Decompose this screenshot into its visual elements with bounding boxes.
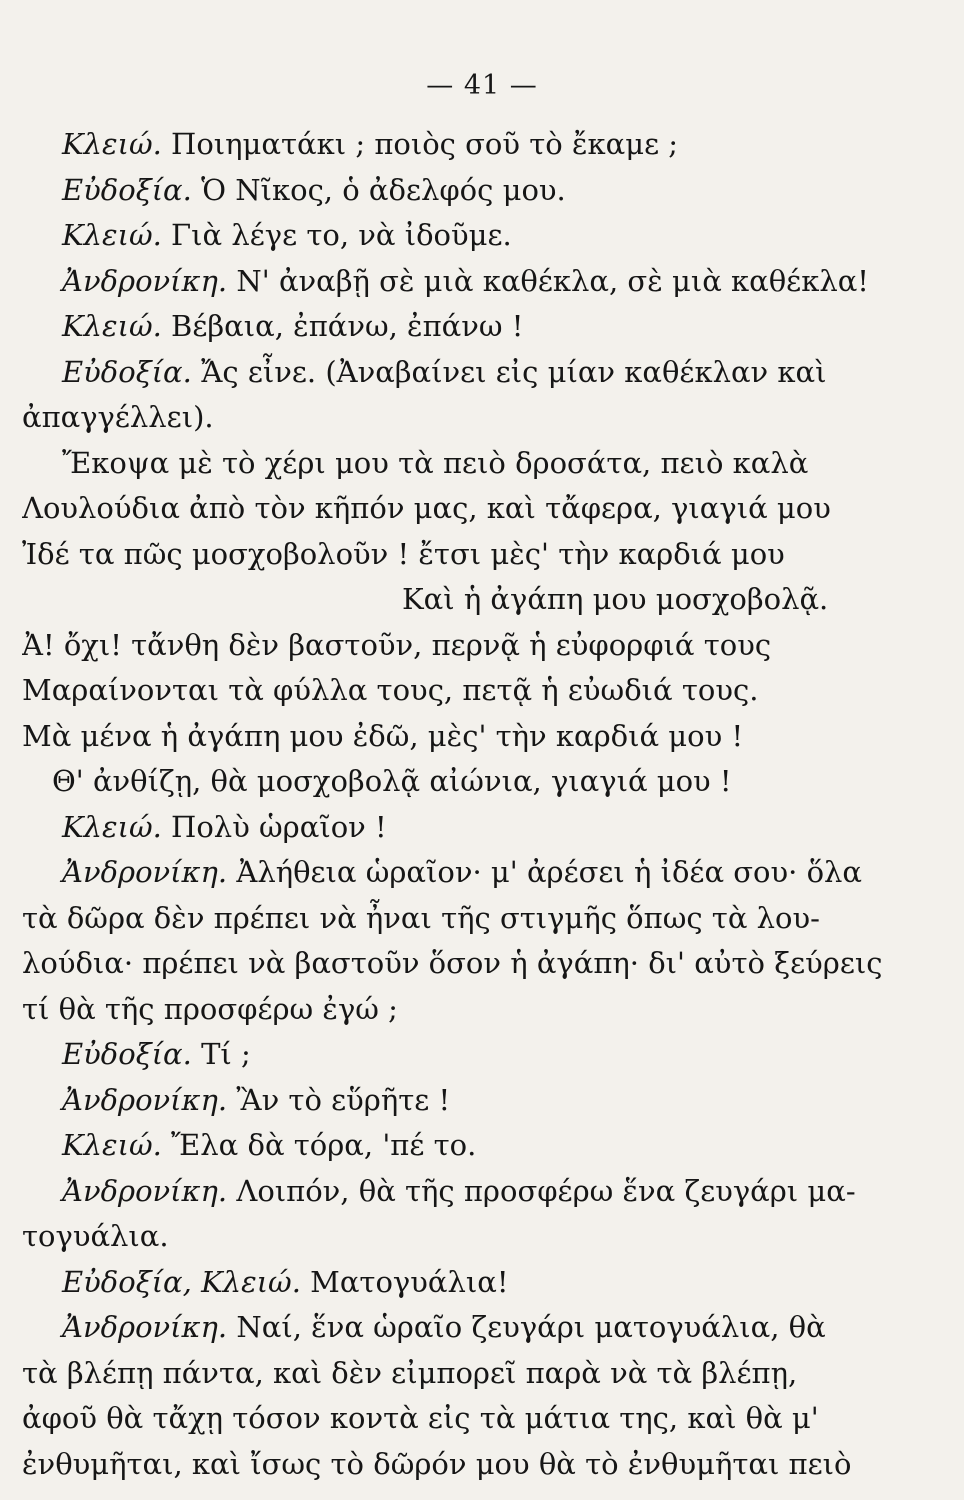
line-text: ἀφοῦ θὰ τἄχῃ τόσον κοντὰ εἰς τὰ μάτια της, καὶ θὰ μ' xyxy=(22,1401,819,1435)
text-line xyxy=(22,395,940,441)
text-line xyxy=(22,1169,940,1215)
speaker-name: Κλειώ. xyxy=(62,809,162,844)
speaker-name: Ἀνδρονίκη. xyxy=(62,1310,228,1344)
line-text: Τί ; xyxy=(191,1037,251,1071)
line-text: Μὰ μένα ἡ ἀγάπη μου ἐδῶ, μὲς' τὴν καρδιά μου ! xyxy=(22,718,744,753)
text-line xyxy=(22,213,940,259)
text-line xyxy=(22,1260,940,1306)
text-line xyxy=(22,1123,940,1169)
line-text: Ἔκοψα μὲ τὸ χέρι μου τὰ πειὸ δροσάτα, πειὸ καλὰ xyxy=(62,445,809,480)
text-line xyxy=(22,1351,940,1397)
line-text: Γιὰ λέγε το, νὰ ἰδοῦμε. xyxy=(161,218,512,252)
line-text: Θ' ἀνθίζῃ, θὰ μοσχοβολᾷ αἰώνια, γιαγιά μου ! xyxy=(52,764,732,798)
line-text: λούδια· πρέπει νὰ βαστοῦν ὅσον ἡ ἀγάπη· δι' αὐτὸ ξεύρεις xyxy=(22,946,883,980)
text-line xyxy=(22,987,940,1033)
line-text: Ἀ! ὄχι! τἄνθη δὲν βαστοῦν, περνᾷ ἡ εὐφορφιά τους xyxy=(22,627,772,662)
line-text: Ὁ Νῖκος, ὁ ἀδελφός μου. xyxy=(191,172,566,207)
line-text: Καὶ ἡ ἀγάπη μου μοσχοβολᾷ. xyxy=(402,582,829,616)
line-text: τὰ δῶρα δὲν πρέπει νὰ ἦναι τῆς στιγμῆς ὅπως τὰ λου- xyxy=(22,900,820,935)
line-text: τὰ βλέπῃ πάντα, καὶ δὲν εἰμπορεῖ παρὰ νὰ τὰ βλέπῃ, xyxy=(22,1355,798,1390)
text-line xyxy=(22,486,940,532)
text-line xyxy=(22,1396,940,1442)
line-text: Λοιπόν, θὰ τῆς προσφέρω ἕνα ζευγάρι μα- xyxy=(227,1173,856,1208)
line-text: Ναί, ἕνα ὡραῖο ζευγάρι ματογυάλια, θὰ xyxy=(227,1310,826,1344)
line-text: Πολὺ ὡραῖον ! xyxy=(161,809,387,844)
text-line xyxy=(22,714,940,760)
text-line xyxy=(22,1078,940,1124)
speaker-name: Κλειώ. xyxy=(62,1128,162,1162)
speaker-name: Εὐδοξία. xyxy=(62,1037,192,1071)
line-text: Ἂν τὸ εὕρῆτε ! xyxy=(227,1082,451,1117)
speaker-name: Ἀνδρονίκη. xyxy=(62,1082,228,1117)
speaker-name: Κλειώ. xyxy=(62,218,162,252)
line-text: τί θὰ τῆς προσφέρω ἐγώ ; xyxy=(22,991,398,1026)
text-line xyxy=(22,1214,940,1260)
text-line xyxy=(22,896,940,942)
text-line xyxy=(22,623,940,669)
line-text: Ποιηματάκι ; ποιὸς σοῦ τὸ ἔκαμε ; xyxy=(161,127,679,161)
text-line xyxy=(22,122,940,168)
text-line xyxy=(22,805,940,851)
speaker-name: Ἀνδρονίκη. xyxy=(62,1173,228,1208)
text-line xyxy=(22,168,940,214)
line-text: Ἀλήθεια ὡραῖον· μ' ἀρέσει ἡ ἰδέα σου· ὅλα xyxy=(227,855,862,889)
text-line xyxy=(22,532,940,578)
text-line xyxy=(22,1305,940,1351)
line-text: τογυάλια. xyxy=(22,1219,169,1253)
line-text: Ἔλα δὰ τόρα, 'πέ το. xyxy=(161,1128,477,1162)
text-line xyxy=(22,350,940,396)
text-line xyxy=(22,759,940,805)
text-line xyxy=(22,441,940,487)
line-text: Ματογυάλια! xyxy=(300,1264,509,1299)
page-text xyxy=(22,122,940,1487)
text-line xyxy=(22,1442,940,1488)
text-line xyxy=(22,850,940,896)
speaker-name: Ἀνδρονίκη. xyxy=(62,263,228,298)
speaker-name: Εὐδοξία. xyxy=(62,354,192,389)
line-text: Λουλούδια ἀπὸ τὸν κῆπόν μας, καὶ τἄφερα, γιαγιά μου xyxy=(22,491,831,525)
line-text: Μαραίνονται τὰ φύλλα τους, πετᾷ ἡ εὐωδιά τους. xyxy=(22,673,759,707)
text-line xyxy=(22,304,940,350)
line-text: ἐνθυμῆται, καὶ ἴσως τὸ δῶρόν μου θὰ τὸ ἐνθυμῆται πειὸ xyxy=(22,1446,852,1481)
line-text: ἀπαγγέλλει). xyxy=(22,400,214,434)
text-line xyxy=(22,577,940,623)
speaker-name: Κλειώ. xyxy=(62,309,162,343)
speaker-name: Κλειώ. xyxy=(62,127,162,161)
page-number: — 41 — xyxy=(426,70,538,101)
line-text: Ν' ἀναβῇ σὲ μιὰ καθέκλα, σὲ μιὰ καθέκλα! xyxy=(227,263,869,298)
line-text: Ἰδέ τα πῶς μοσχοβολοῦν ! ἔτσι μὲς' τὴν καρδιά μου xyxy=(22,536,785,571)
line-text: Ἄς εἶνε. (Ἀναβαίνει εἰς μίαν καθέκλαν καὶ xyxy=(191,354,827,389)
speaker-name: Ἀνδρονίκη. xyxy=(62,855,228,889)
text-line xyxy=(22,668,940,714)
text-line xyxy=(22,941,940,987)
line-text: Βέβαια, ἐπάνω, ἐπάνω ! xyxy=(161,309,524,343)
speaker-name: Εὐδοξία, Κλειώ. xyxy=(62,1264,301,1299)
speaker-name: Εὐδοξία. xyxy=(62,172,192,207)
text-line xyxy=(22,259,940,305)
text-line xyxy=(22,1032,940,1078)
